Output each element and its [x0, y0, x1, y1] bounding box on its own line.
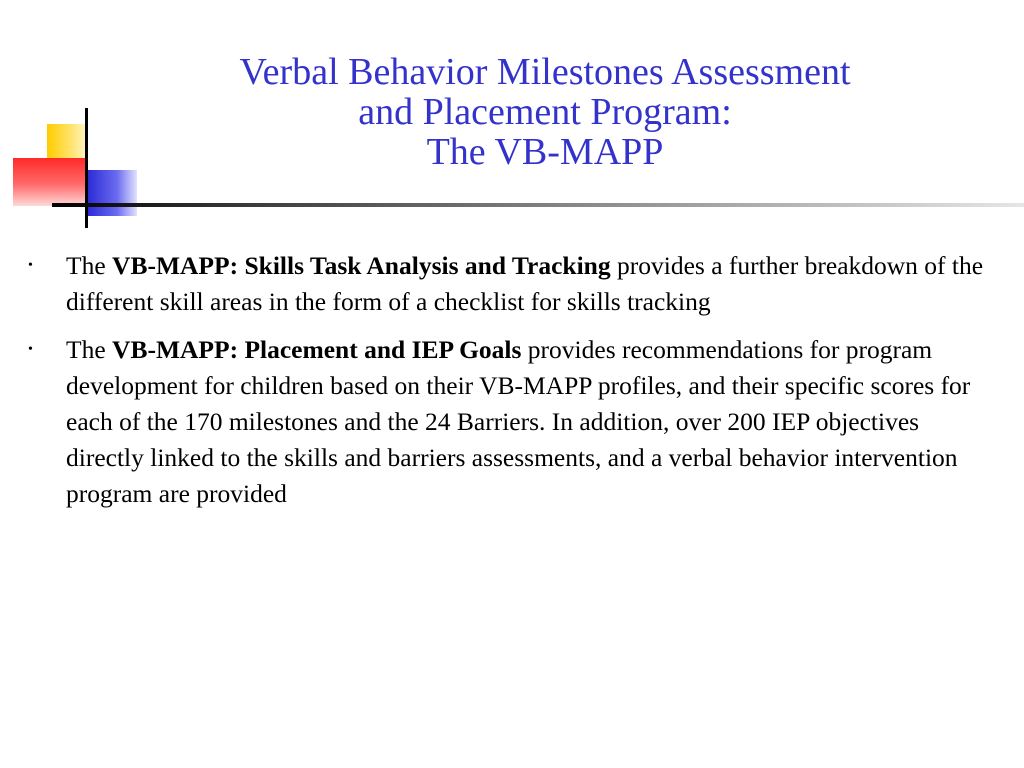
slide-title-line-1: Verbal Behavior Milestones Assessment — [239, 51, 851, 93]
bullet-item-skills-task-analysis — [24, 248, 992, 320]
slide-title-line-3: The VB-MAPP — [426, 131, 664, 173]
bullet-list — [24, 248, 992, 524]
title-underline-rule — [52, 203, 1024, 207]
bullet-marker: • — [28, 258, 33, 273]
bullet-item-placement-iep-goals — [24, 332, 992, 512]
decorative-blue-square — [87, 170, 137, 216]
bullet-body: provides recommendations for program development for children based on their VB-MAPP profiles, and their specific scores for each of the 170 milestones and the 24 Barriers. In addition, over 200 IEP objectives directly linked to the skills and barriers assessments, and a verbal behavior intervention program are provided — [66, 335, 971, 508]
slide-title — [150, 52, 940, 172]
bullet-text — [66, 251, 983, 316]
slide-title-line-2: and Placement Program: — [358, 91, 732, 133]
bullet-text — [66, 335, 970, 508]
bullet-prefix: The — [66, 335, 113, 364]
bullet-bold-title: VB-MAPP: Placement and IEP Goals — [112, 335, 522, 364]
bullet-marker: • — [28, 342, 33, 357]
decorative-red-square — [13, 158, 85, 206]
bullet-bold-title: VB-MAPP: Skills Task Analysis and Tracking — [112, 251, 611, 280]
bullet-prefix: The — [66, 251, 113, 280]
bullet-body: provides a further breakdown of the different skill areas in the form of a checklist for skills tracking — [66, 251, 984, 316]
decorative-vertical-line — [85, 108, 88, 228]
